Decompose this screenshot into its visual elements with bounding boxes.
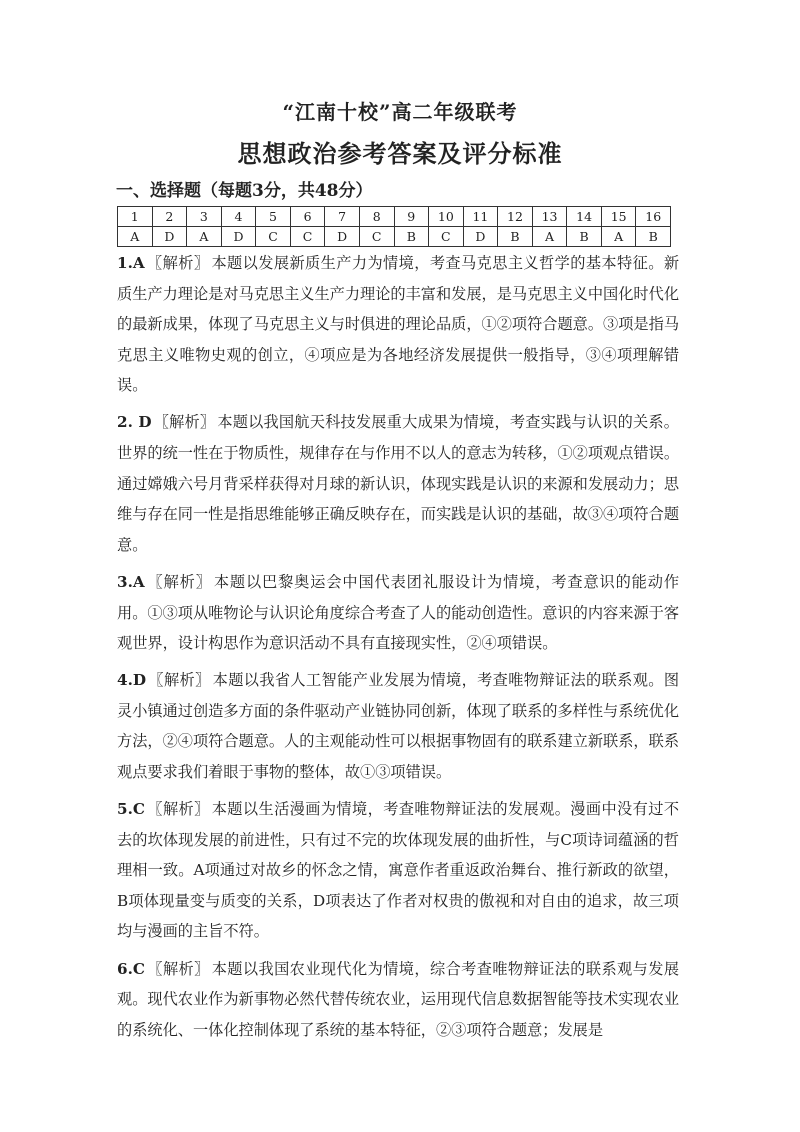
answer-label: 4.D (117, 671, 147, 690)
answer-cell: C (256, 227, 291, 247)
answer-cell: D (463, 227, 498, 247)
analysis-tag: 〖解析〗 (153, 413, 216, 432)
explanation-text: 本题以我国农业现代化为情境，综合考查唯物辩证法的联系观与发展观。现代农业作为新事物必然代替传统农业，运用现代信息数据智能等技术实现农业的系统化、一体化控制体现了系统的基本特征，②③项符合题意；发展是 (117, 959, 680, 1039)
answer-cell: A (187, 227, 222, 247)
answer-table-answer-row (118, 227, 671, 247)
question-number-cell: 16 (636, 207, 671, 227)
analysis-tag: 〖解析〗 (146, 800, 210, 819)
answer-label: 6.C (117, 959, 145, 978)
explanations (117, 248, 679, 1052)
answer-label: 5.C (117, 800, 145, 819)
explanation-text: 本题以我省人工智能产业发展为情境，考查唯物辩证法的联系观。图灵小镇通过创造多方面的条件驱动产业链协同创新，体现了联系的多样性与系统优化方法，②④项符合题意。人的主观能动性可以根据事物固有的联系建立新联系，联系观点要求我们着眼于事物的整体，故①③项错误。 (117, 671, 680, 781)
question-number-cell: 4 (221, 207, 256, 227)
answer-cell: A (118, 227, 153, 247)
explanation-paragraph (117, 794, 679, 947)
answer-cell: D (325, 227, 360, 247)
question-number-cell: 9 (394, 207, 429, 227)
question-number-cell: 2 (152, 207, 187, 227)
section-heading-choice: 一、选择题（每题3分，共48分） (116, 181, 373, 201)
explanation-text: 本题以生活漫画为情境，考查唯物辩证法的发展观。漫画中没有过不去的坎体现发展的前进性，只有过不完的坎体现发展的曲折性，与C项诗词蕴涵的哲理相一致。A项通过对故乡的怀念之情，寓意作者重返政治舞台、推行新政的欲望，B项体现量变与质变的关系，D项表达了作者对权贵的傲视和对自由的追求，故三项均与漫画的主旨不符。 (117, 800, 680, 941)
explanation-paragraph (117, 567, 679, 659)
explanation-paragraph (117, 407, 679, 560)
answer-table-number-row (118, 207, 671, 227)
question-number-cell: 5 (256, 207, 291, 227)
answer-cell: B (498, 227, 533, 247)
analysis-tag: 〖解析〗 (146, 572, 212, 591)
explanation-text: 本题以我国航天科技发展重大成果为情境，考查实践与认识的关系。世界的统一性在于物质性，规律存在与作用不以人的意志为转移，①②项观点错误。通过嫦娥六号月背采样获得对月球的新认识，体现实践是认识的来源和发展动力；思维与存在同一性是指思维能够正确反映存在，而实践是认识的基础，故③④项符合题意。 (117, 413, 679, 554)
question-number-cell: 15 (601, 207, 636, 227)
answer-cell: C (359, 227, 394, 247)
document-title: 思想政治参考答案及评分标准 (237, 139, 563, 168)
answer-cell: C (290, 227, 325, 247)
question-number-cell: 3 (187, 207, 222, 227)
question-number-cell: 6 (290, 207, 325, 227)
explanation-text: 本题以巴黎奥运会中国代表团礼服设计为情境，考查意识的能动作用。①③项从唯物论与认识论角度综合考查了人的能动创造性。意识的内容来源于客观世界，设计构思作为意识活动不具有直接现实性，②④项错误。 (117, 572, 680, 653)
answer-cell: A (532, 227, 567, 247)
analysis-tag: 〖解析〗 (146, 254, 210, 272)
analysis-tag: 〖解析〗 (148, 671, 211, 690)
question-number-cell: 8 (359, 207, 394, 227)
answer-cell: C (429, 227, 464, 247)
question-number-cell: 12 (498, 207, 533, 227)
answer-cell: B (567, 227, 602, 247)
answer-label: 3.A (117, 572, 145, 591)
explanation-text: 本题以发展新质生产力为情境，考查马克思主义哲学的基本特征。新质生产力理论是对马克思主义生产力理论的丰富和发展，是马克思主义中国化时代化的最新成果，体现了马克思主义与时俱进的理论品质，①②项符合题意。③项是指马克思主义唯物史观的创立，④项应是为各地经济发展提供一般指导，③④项理解错误。 (117, 254, 680, 395)
explanation-paragraph (117, 954, 679, 1046)
answer-cell: A (601, 227, 636, 247)
question-number-cell: 10 (429, 207, 464, 227)
exam-title: “江南十校”高二年级联考 (282, 100, 518, 124)
explanation-paragraph (117, 665, 679, 787)
answer-cell: B (394, 227, 429, 247)
answer-cell: D (221, 227, 256, 247)
answer-label: 2. D (117, 413, 152, 432)
answer-cell: B (636, 227, 671, 247)
question-number-cell: 13 (532, 207, 567, 227)
question-number-cell: 1 (118, 207, 153, 227)
answer-table (117, 206, 671, 247)
analysis-tag: 〖解析〗 (146, 959, 210, 978)
answer-label: 1.A (117, 254, 145, 272)
question-number-cell: 11 (463, 207, 498, 227)
question-number-cell: 7 (325, 207, 360, 227)
question-number-cell: 14 (567, 207, 602, 227)
answer-cell: D (152, 227, 187, 247)
explanation-paragraph (117, 248, 679, 401)
